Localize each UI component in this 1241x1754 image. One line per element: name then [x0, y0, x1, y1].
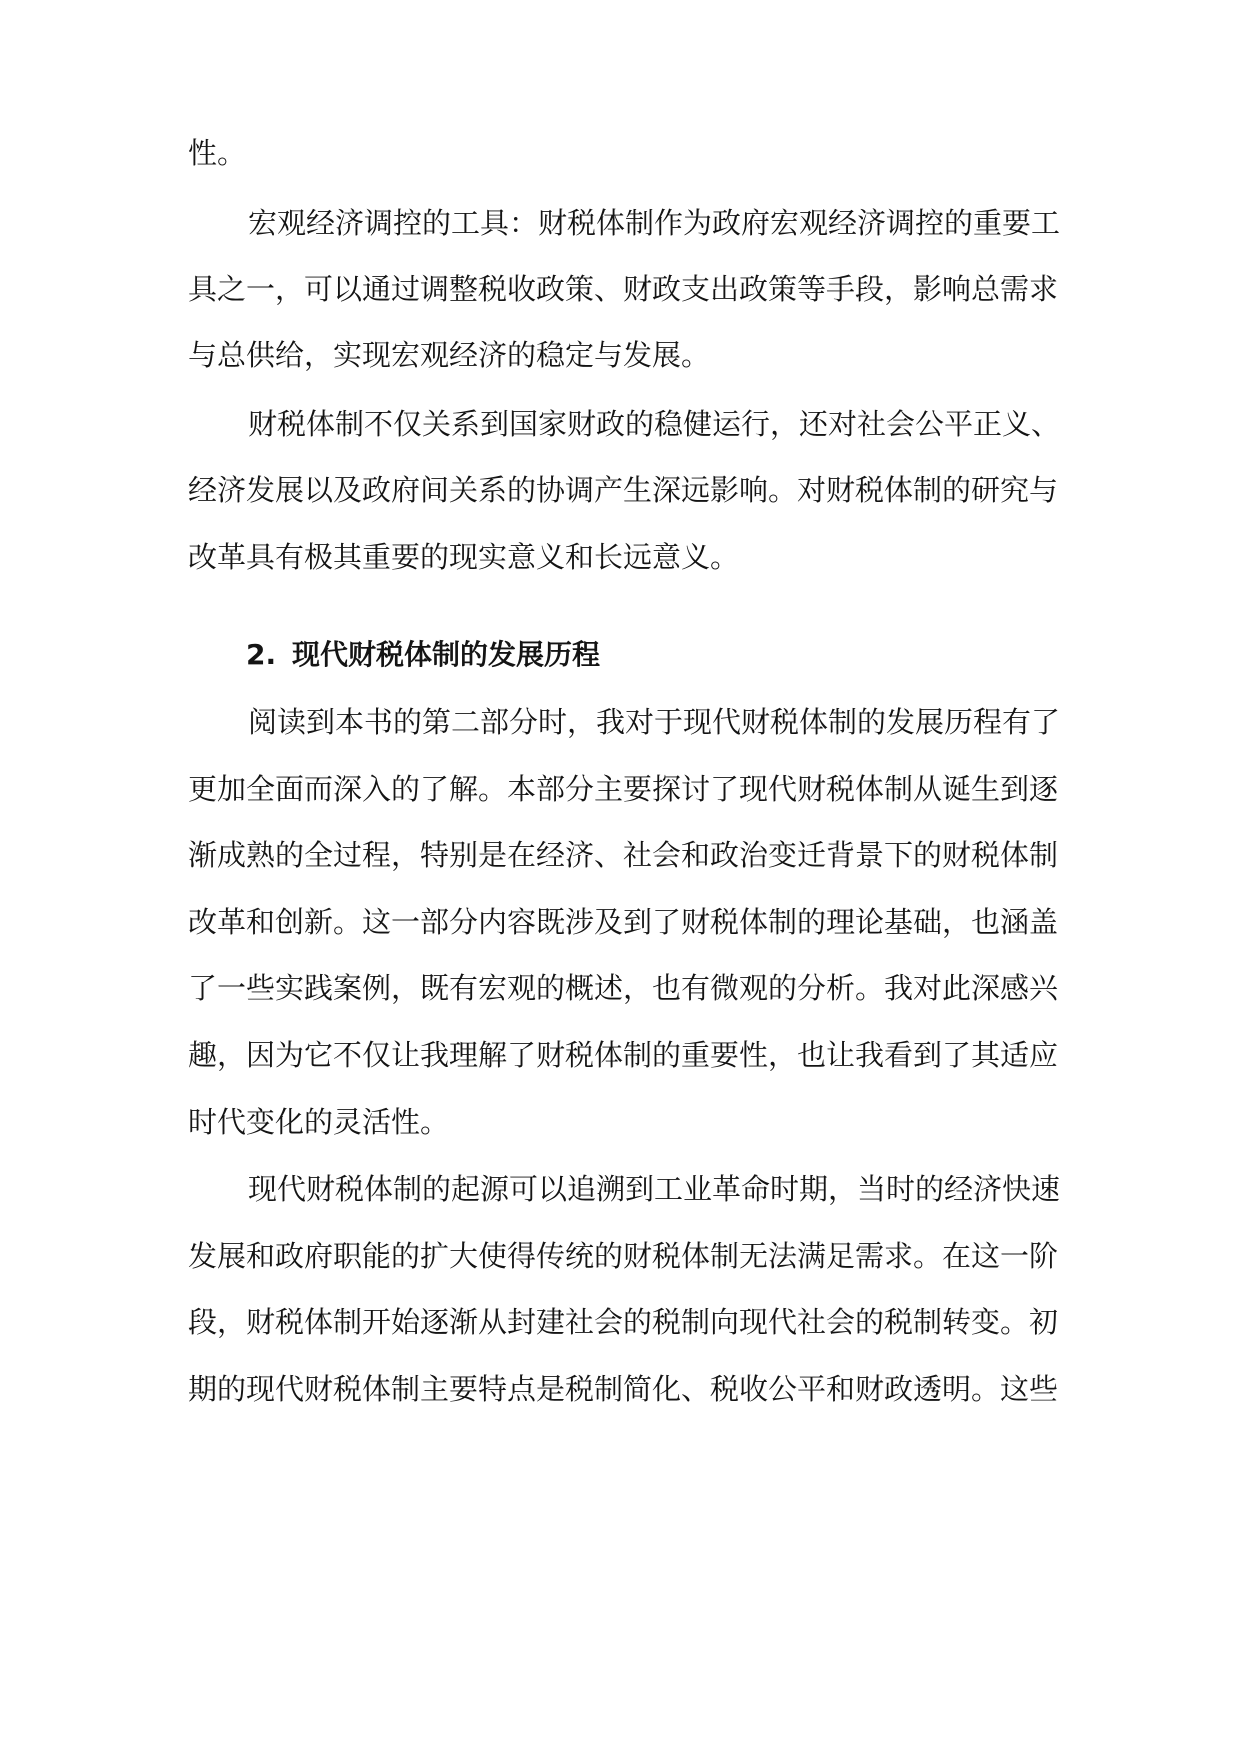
text-line: 与总供给，实现宏观经济的稳定与发展。 — [188, 338, 711, 372]
section-heading — [246, 631, 1066, 679]
section-number: 2. — [246, 638, 277, 671]
text-line: 期的现代财税体制主要特点是税制简化、税收公平和财政透明。这些 — [188, 1372, 1059, 1406]
text-line: 时代变化的灵活性。 — [188, 1105, 450, 1139]
text-line: 经济发展以及政府间关系的协调产生深远影响。对财税体制的研究与 — [188, 473, 1059, 507]
text-line: 渐成熟的全过程，特别是在经济、社会和政治变迁背景下的财税体制 — [188, 838, 1059, 872]
text-line: 发展和政府职能的扩大使得传统的财税体制无法满足需求。在这一阶 — [188, 1239, 1059, 1273]
text-line: 段，财税体制开始逐渐从封建社会的税制向现代社会的税制转变。初 — [188, 1305, 1059, 1339]
text-line: 了一些实践案例，既有宏观的概述，也有微观的分析。我对此深感兴 — [188, 971, 1059, 1005]
text-line: 改革具有极其重要的现实意义和长远意义。 — [188, 540, 740, 574]
text-line: 性。 — [188, 136, 247, 170]
paragraph-first-line: 宏观经济调控的工具：财税体制作为政府宏观经济调控的重要工 — [248, 206, 1061, 240]
text-line: 具之一，可以通过调整税收政策、财政支出政策等手段，影响总需求 — [188, 272, 1059, 306]
text-line: 改革和创新。这一部分内容既涉及到了财税体制的理论基础，也涵盖 — [188, 905, 1059, 939]
paragraph-first-line: 现代财税体制的起源可以追溯到工业革命时期，当时的经济快速 — [248, 1172, 1061, 1206]
paragraph-first-line: 财税体制不仅关系到国家财政的稳健运行，还对社会公平正义、 — [248, 407, 1061, 441]
text-line: 更加全面而深入的了解。本部分主要探讨了现代财税体制从诞生到逐 — [188, 772, 1059, 806]
paragraph-first-line: 阅读到本书的第二部分时，我对于现代财税体制的发展历程有了 — [248, 705, 1061, 739]
text-line: 趣，因为它不仅让我理解了财税体制的重要性，也让我看到了其适应 — [188, 1038, 1059, 1072]
section-title: 现代财税体制的发展历程 — [292, 638, 601, 671]
